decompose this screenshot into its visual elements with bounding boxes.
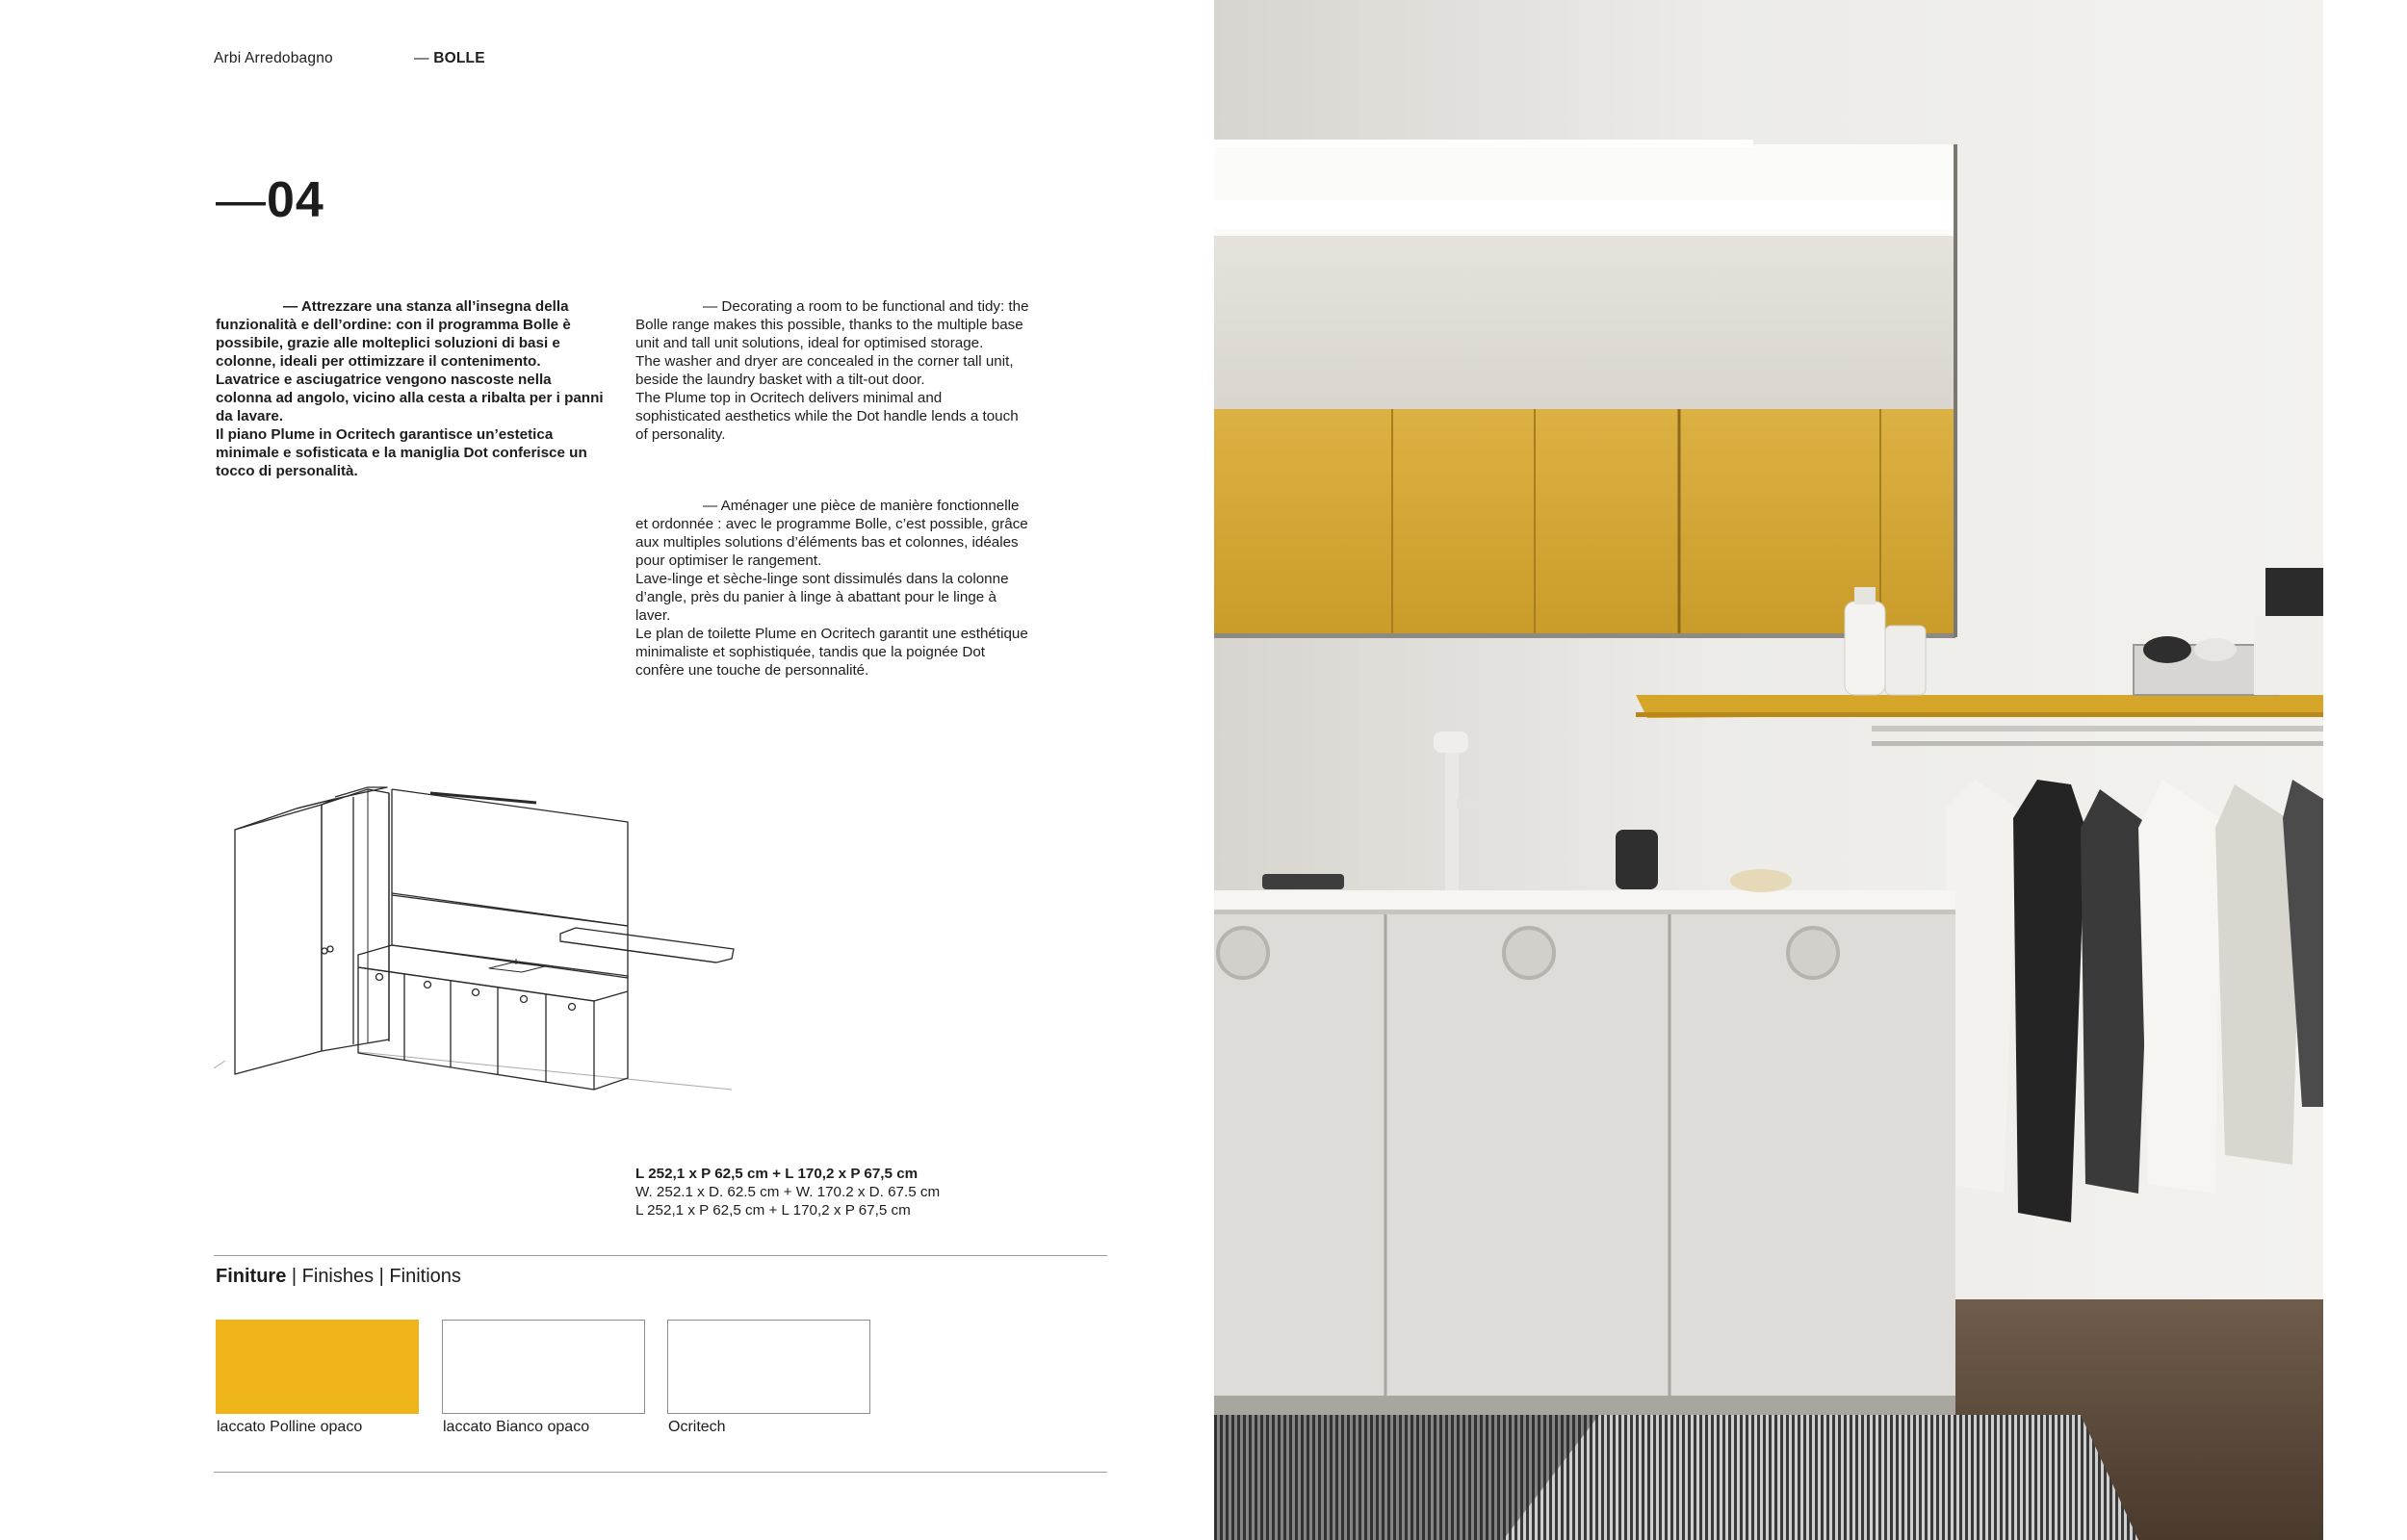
furniture-line-drawing	[214, 780, 743, 1107]
dimensions-french: L 252,1 x P 62,5 cm + L 170,2 x P 67,5 cm	[635, 1202, 911, 1219]
chapter-dash: —	[216, 172, 267, 228]
italian-para-1: — Attrezzare una stanza all’insegna della funzionalità e dell’ordine: con il programma Bolle è possibile, grazie alle molteplici soluzioni di basi e colonne, ideali per ottimizzare il contenimento. Lavatrice e asciugatrice vengono nascoste nella colonna ad angolo, vicino alla cesta a ribalta per i panni da lavare.	[216, 298, 604, 424]
finishes-top-divider	[214, 1255, 1107, 1256]
swatch-ocritech	[667, 1320, 870, 1414]
finishes-title	[216, 1266, 461, 1288]
french-para-3: Le plan de toilette Plume en Ocritech garantit une esthétique minimaliste et sophistiquée, tandis que la poignée Dot confère une touche de personnalité.	[635, 626, 1028, 679]
description-english	[635, 297, 1030, 444]
description-french	[635, 497, 1030, 680]
finishes-title-italian: Finiture	[216, 1266, 287, 1287]
section-label: BOLLE	[433, 50, 485, 66]
section-dash: —	[414, 50, 434, 66]
french-para-2: Lave-linge et sèche-linge sont dissimulés dans la colonne d’angle, près du panier à linge à abattant pour le linge à laver.	[635, 571, 1009, 624]
chapter-number	[216, 171, 324, 229]
english-para-2: The washer and dryer are concealed in the corner tall unit, beside the laundry basket with a tilt-out door.	[635, 353, 1014, 388]
english-para-3: The Plume top in Ocritech delivers minimal and sophisticated aesthetics while the Dot handle lends a touch of personality.	[635, 390, 1019, 443]
brand-name: Arbi Arredobagno	[214, 50, 333, 66]
swatch-polline	[216, 1320, 419, 1414]
english-para-1: — Decorating a room to be functional and tidy: the Bolle range makes this possible, thanks to the multiple base unit and tall unit solutions, ideal for optimised storage.	[635, 298, 1029, 351]
swatch-label-polline: laccato Polline opaco	[217, 1419, 363, 1435]
french-para-1: — Aménager une pièce de manière fonctionnelle et ordonnée : avec le programme Bolle, c’est possible, grâce aux multiples solutions d’éléments bas et colonnes, idéales pour optimiser le rangement.	[635, 498, 1028, 569]
dimensions-italian: L 252,1 x P 62,5 cm + L 170,2 x P 67,5 cm	[635, 1166, 919, 1182]
italian-para-2: Il piano Plume in Ocritech garantisce un’estetica minimale e sofisticata e la maniglia Dot conferisce un tocco di personalità.	[216, 426, 587, 479]
dimensions-english: W. 252.1 x D. 62.5 cm + W. 170.2 x D. 67.5 cm	[635, 1184, 941, 1200]
swatch-label-bianco: laccato Bianco opaco	[443, 1419, 590, 1435]
swatch-bianco	[442, 1320, 645, 1414]
finishes-title-translations: | Finishes | Finitions	[286, 1266, 461, 1287]
laundry-room-photo	[1214, 0, 2323, 1540]
finishes-bottom-divider	[214, 1472, 1107, 1473]
description-italian	[216, 297, 607, 480]
chapter-number-value: 04	[267, 172, 324, 228]
swatch-label-ocritech: Ocritech	[668, 1419, 726, 1435]
dimensions	[635, 1165, 940, 1219]
section-title	[414, 50, 485, 67]
